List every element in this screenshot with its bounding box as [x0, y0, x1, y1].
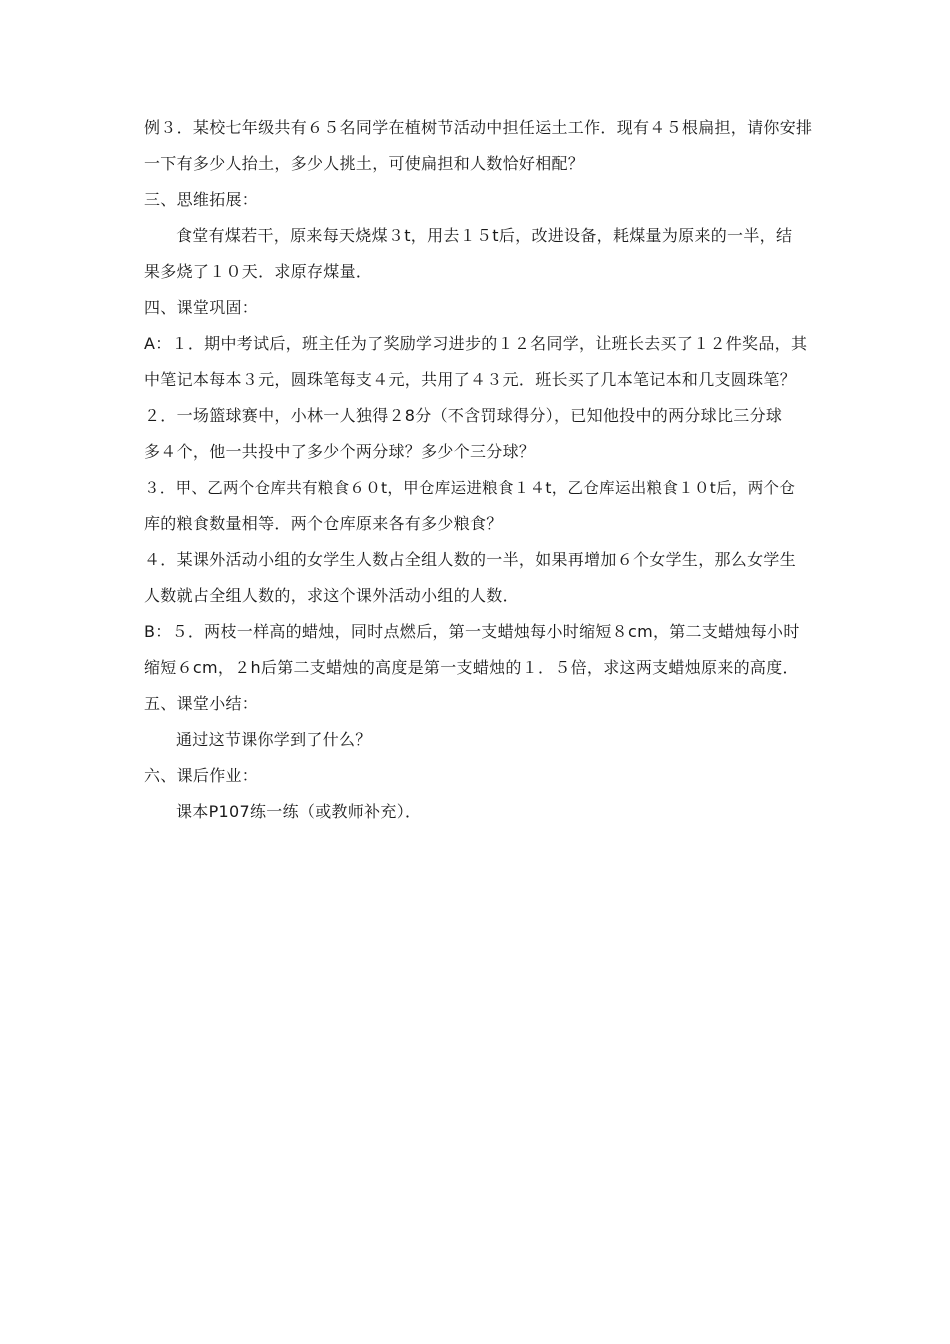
- extension-problem-line-1: 食堂有煤若干，原来每天烧煤３t，用去１５t后，改进设备，耗煤量为原来的一半，结: [176, 226, 793, 245]
- problem-a1-line-2: 中笔记本每本３元，圆珠笔每支４元，共用了４３元．班长买了几本笔记本和几支圆珠笔？: [144, 370, 797, 389]
- section-heading-summary: 五、课堂小结：: [144, 694, 259, 713]
- example-3-line-1: 例３．某校七年级共有６５名同学在植树节活动中担任运土工作．现有４５根扁担，请你安排: [144, 118, 813, 137]
- homework-text: 课本P107练一练（或教师补充）．: [176, 802, 422, 821]
- problem-3-line-1: ３．甲、乙两个仓库共有粮食６０t，甲仓库运进粮食１４t，乙仓库运出粮食１０t后，两个仓: [144, 479, 796, 497]
- section-heading-thinking-extension: 三、思维拓展：: [144, 190, 259, 209]
- problem-4-line-1: ４．某课外活动小组的女学生人数占全组人数的一半，如果再增加６个女学生，那么女学生: [144, 550, 797, 569]
- problem-4-line-2: 人数就占全组人数的，求这个课外活动小组的人数．: [144, 586, 519, 605]
- example-3-line-2: 一下有多少人抬土，多少人挑土，可使扁担和人数恰好相配？: [144, 154, 585, 173]
- section-heading-classroom-consolidation: 四、课堂巩固：: [144, 298, 259, 317]
- problem-2-line-2: 多４个，他一共投中了多少个两分球？多少个三分球？: [144, 442, 536, 461]
- extension-problem-line-2: 果多烧了１０天．求原存煤量．: [144, 262, 373, 281]
- problem-b5-line-2: 缩短６cm，２h后第二支蜡烛的高度是第一支蜡烛的１．５倍，求这两支蜡烛原来的高度．: [144, 658, 799, 677]
- problem-b5-line-1: B：５．两枝一样高的蜡烛，同时点燃后，第一支蜡烛每小时缩短８cm，第二支蜡烛每小时: [144, 622, 800, 641]
- problem-3-line-2: 库的粮食数量相等．两个仓库原来各有多少粮食？: [144, 514, 503, 533]
- summary-question: 通过这节课你学到了什么？: [176, 730, 372, 749]
- problem-2-line-1: ２．一场篮球赛中，小林一人独得２8分（不含罚球得分），已知他投中的两分球比三分球: [144, 406, 783, 425]
- problem-a1-line-1: A：１．期中考试后，班主任为了奖励学习进步的１２名同学，让班长去买了１２件奖品，其: [144, 334, 808, 353]
- section-heading-homework: 六、课后作业：: [144, 766, 259, 785]
